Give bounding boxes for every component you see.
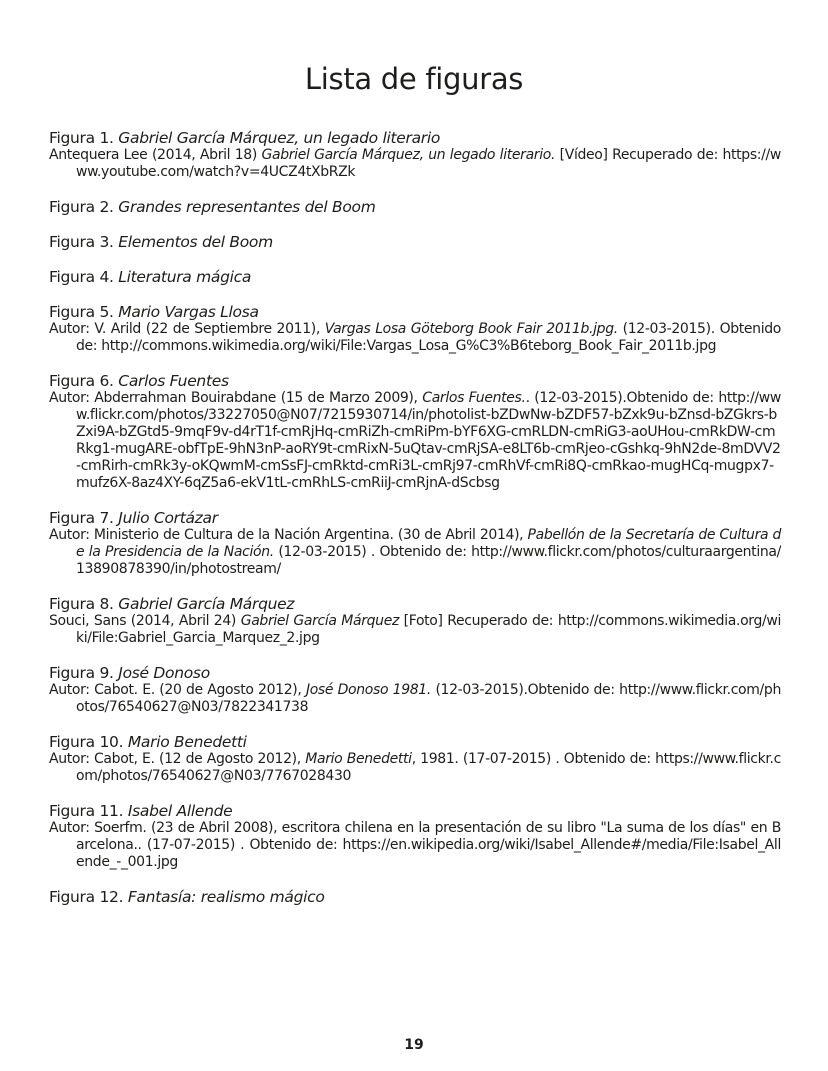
source-text: (12-03-2015) . Obtenido de: http://www.flickr.com/photos/culturaargentina/13890878390/in/photostream/ bbox=[76, 544, 781, 577]
page-title: Lista de figuras bbox=[304, 62, 524, 96]
figure-title: Mario Benedetti bbox=[127, 733, 247, 751]
source-text: Autor: Soerfm. (23 de Abril 2008), escritora chilena en la presentación de su libro "La suma de los días" en Barcelona.. (17-07-2015) . Obtenido de: https://en.wikipedia.org/wiki/Isabel_Allende#/media/File:Isabel_Allende_-_001.jpg bbox=[49, 820, 781, 870]
source-text: [Foto] Recuperado de: http://commons.wikimedia.org/wiki/File:Gabriel_Garcia_Marquez_2.jpg bbox=[76, 613, 781, 646]
figure-number: Figura 12. bbox=[49, 888, 124, 906]
page-number: 19 bbox=[404, 1037, 424, 1053]
source-text: Autor: Ministerio de Cultura de la Nación Argentina. (30 de Abril 2014), bbox=[49, 527, 528, 543]
figure-entry bbox=[49, 233, 781, 251]
figure-number: Figura 5. bbox=[49, 303, 114, 321]
source-text: . (12-03-2015).Obtenido de: http://www.flickr.com/photos/33227050@N07/7215930714/in/photolist-bZDwNw-bZDF57-bZxk9u-bZnsd-bZGkrs-bZxi9A-bZGtd5-9mqF9v-d4rT1f-cmRjHq-cmRiZh-cmRiPm-bYF6XG-cmRLDN-cmRiG3-aoUHou-cmRkDW-cmRkg1-mugARE-obfTpE-9hN3nP-aoRY9t-cmRixN-5uQtav-cmRjSA-e8LT6b-cmRjeo-cGshkq-9hN2de-8mDVV2-cmRirh-cmRk3y-oKQwmM-cmSsFJ-cmRktd-cmRi3L-cmRj97-cmRhVf-cmRi8Q-cmRkao-mugHCq-mugpx7-mufz6X-8az4XY-6qZ5a6-ekV1tL-cmRhLS-cmRiiJ-cmRjnA-dScbsg bbox=[76, 390, 781, 491]
figure-number: Figura 4. bbox=[49, 268, 114, 286]
figure-heading bbox=[49, 198, 781, 216]
figure-source bbox=[49, 321, 781, 355]
figure-entry bbox=[49, 664, 781, 716]
figure-title: Julio Cortázar bbox=[118, 509, 218, 527]
figure-heading bbox=[49, 372, 781, 390]
figure-entry bbox=[49, 268, 781, 286]
figure-entry bbox=[49, 733, 781, 785]
source-text: Autor: Abderrahman Bouirabdane (15 de Marzo 2009), bbox=[49, 390, 423, 406]
figure-heading bbox=[49, 129, 781, 147]
figure-number: Figura 11. bbox=[49, 802, 124, 820]
source-italic-title: Carlos Fuentes. bbox=[422, 390, 526, 406]
figure-number: Figura 1. bbox=[49, 129, 114, 147]
figure-heading bbox=[49, 595, 781, 613]
figure-title: Carlos Fuentes bbox=[118, 372, 229, 390]
figure-title: Elementos del Boom bbox=[118, 233, 273, 251]
figure-entry bbox=[49, 198, 781, 216]
figure-list bbox=[49, 129, 781, 923]
source-text: (12-03-2015). Obtenido de: http://commons.wikimedia.org/wiki/File:Vargas_Losa_G%C3%B6teborg_Book_Fair_2011b.jpg bbox=[76, 321, 781, 354]
figure-title: Fantasía: realismo mágico bbox=[127, 888, 325, 906]
figure-heading bbox=[49, 268, 781, 286]
figure-source bbox=[49, 527, 781, 578]
figure-entry bbox=[49, 303, 781, 355]
figure-number: Figura 6. bbox=[49, 372, 114, 390]
source-text: (12-03-2015).Obtenido de: http://www.flickr.com/photos/76540627@N03/7822341738 bbox=[76, 682, 781, 715]
figure-title: Grandes representantes del Boom bbox=[118, 198, 376, 216]
figure-number: Figura 2. bbox=[49, 198, 114, 216]
figure-entry bbox=[49, 372, 781, 492]
source-text: [Vídeo] Recuperado de: https://www.youtube.com/watch?v=4UCZ4tXbRZk bbox=[76, 147, 781, 180]
figure-heading bbox=[49, 664, 781, 682]
source-text: Autor: V. Arild (22 de Septiembre 2011), bbox=[49, 321, 325, 337]
source-italic-title: Mario Benedetti bbox=[305, 751, 412, 767]
figure-number: Figura 3. bbox=[49, 233, 114, 251]
figure-heading bbox=[49, 888, 781, 906]
figure-source bbox=[49, 147, 781, 181]
figure-number: Figura 10. bbox=[49, 733, 124, 751]
source-italic-title: Vargas Losa Göteborg Book Fair 2011b.jpg. bbox=[324, 321, 618, 337]
source-text: Souci, Sans (2014, Abril 24) bbox=[49, 613, 241, 629]
figure-number: Figura 7. bbox=[49, 509, 114, 527]
figure-source bbox=[49, 682, 781, 716]
source-italic-title: Gabriel García Márquez, un legado literario. bbox=[261, 147, 556, 163]
figure-title: Literatura mágica bbox=[118, 268, 252, 286]
figure-title: José Donoso bbox=[118, 664, 210, 682]
source-italic-title: Pabellón de la Secretaría de Cultura de la Presidencia de la Nación. bbox=[76, 527, 782, 560]
figure-entry bbox=[49, 509, 781, 578]
figure-title: Mario Vargas Llosa bbox=[118, 303, 259, 321]
figure-source bbox=[49, 751, 781, 785]
source-italic-title: Gabriel García Márquez bbox=[240, 613, 399, 629]
figure-entry bbox=[49, 888, 781, 906]
figure-number: Figura 8. bbox=[49, 595, 114, 613]
figure-title: Gabriel García Márquez bbox=[118, 595, 295, 613]
figure-entry bbox=[49, 595, 781, 647]
figure-entry bbox=[49, 802, 781, 871]
figure-heading bbox=[49, 802, 781, 820]
figure-heading bbox=[49, 509, 781, 527]
figure-title: Gabriel García Márquez, un legado literario bbox=[118, 129, 441, 147]
source-italic-title: José Donoso 1981. bbox=[305, 682, 431, 698]
source-text: , 1981. (17-07-2015) . Obtenido de: https://www.flickr.com/photos/76540627@N03/7767028430 bbox=[76, 751, 781, 784]
figure-heading bbox=[49, 303, 781, 321]
source-text: Antequera Lee (2014, Abril 18) bbox=[49, 147, 262, 163]
figure-source bbox=[49, 613, 781, 647]
figure-source bbox=[49, 820, 781, 871]
figure-number: Figura 9. bbox=[49, 664, 114, 682]
source-text: Autor: Cabot, E. (12 de Agosto 2012), bbox=[49, 751, 306, 767]
figure-source bbox=[49, 390, 781, 492]
figure-heading bbox=[49, 233, 781, 251]
figure-title: Isabel Allende bbox=[127, 802, 233, 820]
source-text: Autor: Cabot. E. (20 de Agosto 2012), bbox=[49, 682, 306, 698]
figure-heading bbox=[49, 733, 781, 751]
figure-entry bbox=[49, 129, 781, 181]
